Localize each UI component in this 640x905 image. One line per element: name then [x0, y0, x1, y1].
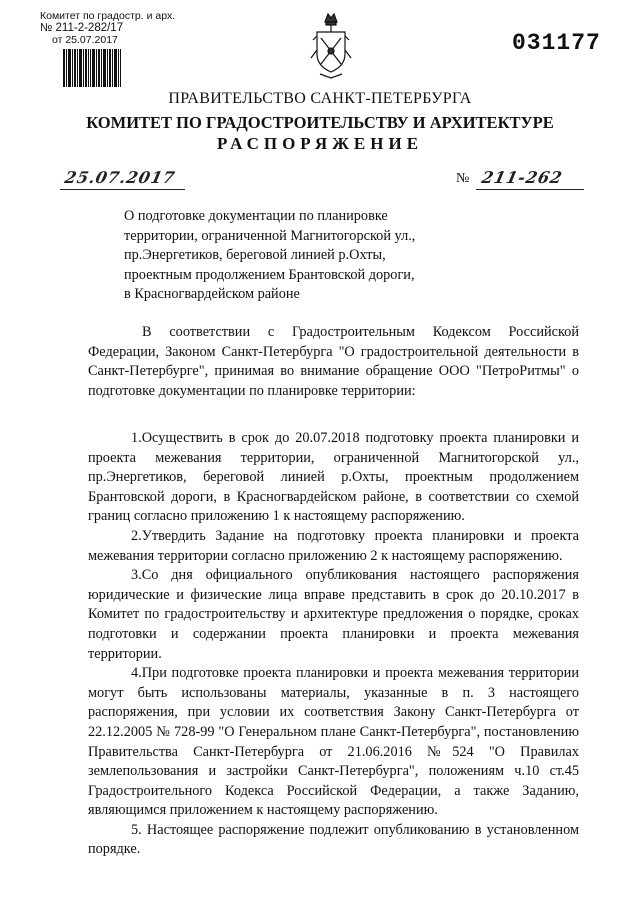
- registration-stamp: [40, 10, 190, 92]
- document-type-title: РАСПОРЯЖЕНИЕ: [216, 134, 424, 153]
- subject-line: О подготовке документации по планировке: [124, 208, 388, 224]
- barcode-icon: [63, 49, 121, 87]
- order-item-4: 4.При подготовке проекта планировки и проекта межевания территории могут быть использованы материалы, указанные в п. 3 настоящего распоряжения, при условии их соответствия Закону Санкт-Петербурга от 22.12.2005 № 728-99 "О Генеральном плане Санкт-Петербурга", постановлению Правительства Санкт-Петербурга от 21.06.2016 №524 "О Правилах землепользования и застройки Санкт-Петербурга", положениям ч.10 ст.45 Градостроительного Кодекса Российской Федерации, а также Заданию, являющимся приложением к настоящему распоряжению.: [88, 665, 579, 819]
- registration-office: Комитет по градостр. и арх.: [40, 10, 176, 22]
- preamble-text: В соответствии с Градостроительным Кодексом Российской Федерации, Законом Санкт-Петербурга "О градостроительной деятельности в Санкт-Петербурге", принимая во внимание обращение ООО "ПетроРитмы" о подготовке документации по планировке территории:: [88, 324, 579, 399]
- subject-line: в Красногвардейском районе: [124, 286, 300, 303]
- subject-line: проектным продолжением Брантовской дороги,: [124, 266, 415, 283]
- registration-number: № 211-2-282/17: [40, 22, 124, 34]
- committee-title: КОМИТЕТ ПО ГРАДОСТРОИТЕЛЬСТВУ И АРХИТЕКТУРЕ: [86, 113, 554, 132]
- number-label: №: [456, 171, 470, 186]
- government-title: ПРАВИТЕЛЬСТВО САНКТ-ПЕТЕРБУРГА: [168, 90, 472, 107]
- order-items: [88, 429, 579, 860]
- handwritten-number: 211-262: [479, 168, 565, 187]
- handwritten-date: 25.07.2017: [62, 168, 178, 187]
- order-item-2: 2.Утвердить Задание на подготовку проекта планировки и проекта межевания территории согласно приложению 2 к настоящему распоряжению.: [88, 527, 579, 564]
- st-petersburg-coat-of-arms-icon: [308, 10, 354, 80]
- order-item-5: 5. Настоящее распоряжение подлежит опубликованию в установленном порядке.: [88, 821, 579, 858]
- subject-line: территории, ограниченной Магнитогорской ул.,: [124, 227, 416, 244]
- preamble-paragraph: [88, 323, 579, 401]
- document-number: 031177: [512, 30, 601, 56]
- document-subject: [124, 207, 454, 305]
- order-item-3: 3.Со дня официального опубликования настоящего распоряжения юридические и физические лица вправе представить в срок до 20.10.2017 в Комитет по градостроительству и архитектуре предложения о порядке, сроках подготовки и содержании проекта планировки и проекта межевания территории.: [88, 567, 579, 662]
- registration-date: от 25.07.2017: [52, 34, 118, 46]
- order-item-1: 1.Осуществить в срок до 20.07.2018 подготовку проекта планировки и проекта межевания территории, ограниченной Магнитогорской ул., пр.Энергетиков, береговой линией р.Охты, проектным продолжением Брантовской дороги, в Красногвардейском районе, в соответствии со схемой границ согласно приложению 1 к настоящему распоряжению.: [88, 430, 579, 525]
- subject-line: пр.Энергетиков, береговой линией р.Охты,: [124, 247, 386, 264]
